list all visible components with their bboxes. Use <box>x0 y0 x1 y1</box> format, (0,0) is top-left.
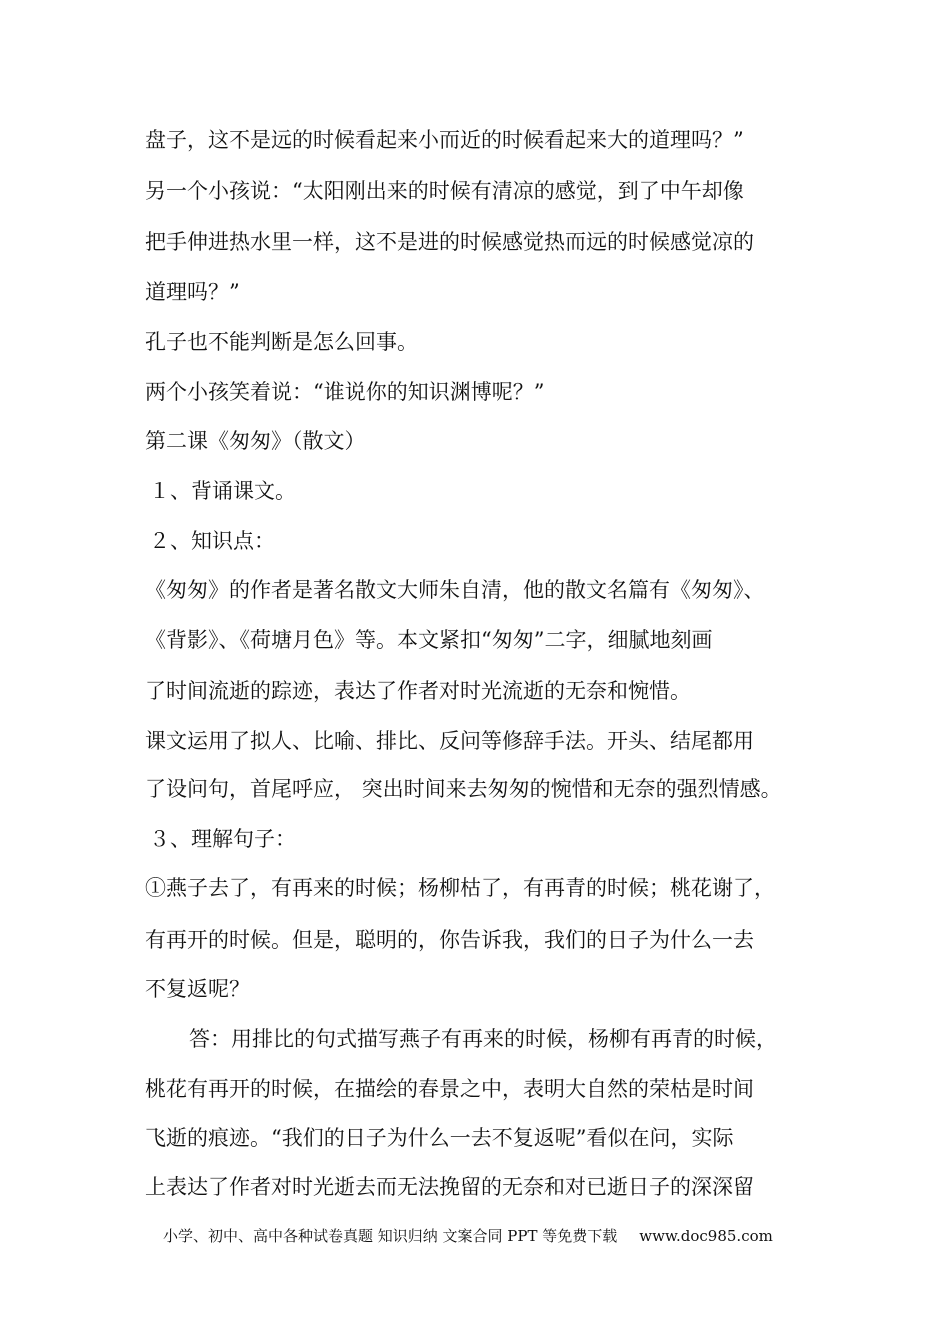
page-footer <box>163 1226 773 1246</box>
text-line: 《背影》、《荷塘月色》等。本文紧扣“匆匆”二字，细腻地刻画 <box>145 628 713 652</box>
text-line: 《匆匆》的作者是著名散文大师朱自清，他的散文名篇有《匆匆》、 <box>145 578 765 602</box>
text-line: 孔子也不能判断是怎么回事。 <box>145 330 418 354</box>
text-line: 两个小孩笑着说：“谁说你的知识渊博呢？” <box>145 380 545 404</box>
text-line: 把手伸进热水里一样，这不是进的时候感觉热而远的时候感觉凉的 <box>145 230 754 254</box>
text-line: 道理吗？” <box>145 280 240 304</box>
answer-line: 答：用排比的句式描写燕子有再来的时候，杨柳有再青的时候， <box>189 1027 777 1051</box>
text-line: 了设问句，首尾呼应， 突出时间来去匆匆的惋惜和无奈的强烈情感。 <box>145 777 782 801</box>
text-line: 桃花有再开的时候，在描绘的春景之中，表明大自然的荣枯是时间 <box>145 1077 754 1101</box>
text-line: 有再开的时候。但是，聪明的，你告诉我，我们的日子为什么一去 <box>145 928 754 952</box>
numbered-item: ３、理解句子： <box>149 827 296 851</box>
footer-text: 小学、初中、高中各种试卷真题 知识归纳 文案合同 PPT 等免费下载 <box>163 1227 618 1245</box>
text-line: 飞逝的痕迹。“我们的日子为什么一去不复返呢”看似在问，实际 <box>145 1126 734 1150</box>
numbered-item: ２、知识点： <box>149 529 275 553</box>
text-line: 不复返呢？ <box>145 977 250 1001</box>
lesson-heading: 第二课《匆匆》（散文） <box>145 429 366 453</box>
text-line: 了时间流逝的踪迹，表达了作者对时光流逝的无奈和惋惜。 <box>145 679 691 703</box>
footer-url[interactable]: www.doc985.com <box>639 1227 773 1245</box>
text-line: 盘子，这不是远的时候看起来小而近的时候看起来大的道理吗？” <box>145 128 744 152</box>
text-line: 课文运用了拟人、比喻、排比、反问等修辞手法。开头、结尾都用 <box>145 729 754 753</box>
text-line: ①燕子去了，有再来的时候；杨柳枯了，有再青的时候；桃花谢了， <box>145 876 775 900</box>
text-line: 另一个小孩说：“太阳刚出来的时候有清凉的感觉，到了中午却像 <box>145 179 744 203</box>
numbered-item: １、背诵课文。 <box>149 479 296 503</box>
text-line: 上表达了作者对时光逝去而无法挽留的无奈和对已逝日子的深深留 <box>145 1175 754 1199</box>
